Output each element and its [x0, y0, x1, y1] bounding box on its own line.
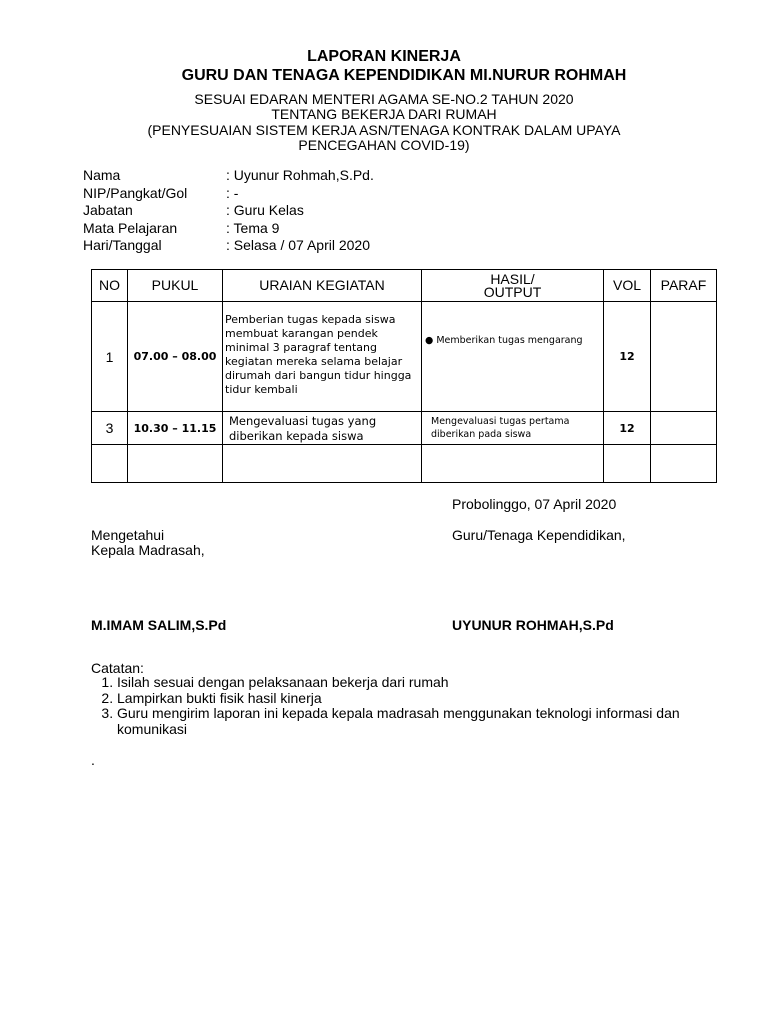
cell-uraian: Pemberian tugas kepada siswa membuat karangan pendek minimal 3 paragraf tentang kegiatan mereka selama belajar dirumah dari bangun tidur hingga tidur kembali	[223, 302, 422, 412]
notes-heading: Catatan:	[91, 660, 144, 676]
table-row	[92, 412, 717, 445]
cell-empty	[92, 445, 128, 483]
identity-row-date	[0, 237, 768, 255]
report-title: LAPORAN KINERJA	[307, 48, 461, 65]
table-row	[92, 302, 717, 412]
cell-uraian: Mengevaluasi tugas yang diberikan kepada siswa	[223, 412, 422, 445]
cell-empty	[128, 445, 223, 483]
table-row-empty	[92, 445, 717, 483]
cell-hasil-text: Memberikan tugas mengarang	[436, 335, 583, 346]
identity-value: : Guru Kelas	[226, 202, 304, 218]
identity-value: : Uyunur Rohmah,S.Pd.	[226, 167, 374, 183]
headmaster-name: M.IMAM SALIM,S.Pd	[91, 617, 227, 633]
col-header-uraian: URAIAN KEGIATAN	[223, 270, 422, 302]
identity-label: Jabatan	[83, 202, 133, 218]
cell-empty	[422, 445, 604, 483]
identity-label: Hari/Tanggal	[83, 237, 162, 253]
col-header-hasil-line1: HASIL/	[490, 270, 535, 287]
list-item: 1. Isilah sesuai dengan pelaksanaan bekerja dari rumah	[117, 675, 737, 691]
trailing-dot: .	[91, 752, 95, 768]
identity-row-name	[0, 167, 768, 185]
cell-paraf	[651, 412, 717, 445]
col-header-paraf: PARAF	[651, 270, 717, 302]
place-date: Probolinggo, 07 April 2020	[452, 496, 617, 512]
identity-row-nip	[0, 185, 768, 203]
cell-vol: 12	[604, 412, 651, 445]
circular-reference: SESUAI EDARAN MENTERI AGAMA SE-NO.2 TAHUN 2020	[194, 91, 574, 107]
identity-label: NIP/Pangkat/Gol	[83, 185, 188, 201]
identity-row-jabatan	[0, 202, 768, 220]
list-item: 3. Guru mengirim laporan ini kepada kepala madrasah menggunakan teknologi informasi dan komunikasi	[117, 706, 737, 737]
col-header-hasil-line2: OUTPUT	[483, 283, 542, 300]
notes-list	[91, 675, 737, 737]
cell-pukul: 07.00 – 08.00	[128, 302, 223, 412]
cell-vol: 12	[604, 302, 651, 412]
purpose-line-1: (PENYESUAIAN SISTEM KERJA ASN/TENAGA KONTRAK DALAM UPAYA	[147, 122, 621, 138]
bullet-icon: ●	[425, 335, 434, 346]
cell-empty	[651, 445, 717, 483]
identity-label: Mata Pelajaran	[83, 220, 178, 236]
teacher-title: Guru/Tenaga Kependidikan,	[452, 527, 626, 543]
cell-no: 1	[92, 302, 128, 412]
activity-table	[91, 269, 717, 483]
identity-value: : Selasa / 07 April 2020	[226, 237, 370, 253]
col-header-no: NO	[92, 270, 128, 302]
cell-hasil: Mengevaluasi tugas pertama diberikan pada siswa	[422, 412, 604, 445]
cell-no: 3	[92, 412, 128, 445]
list-item: 2. Lampirkan bukti fisik hasil kinerja	[117, 691, 737, 707]
cell-hasil	[422, 302, 604, 412]
identity-label: Nama	[83, 167, 121, 183]
col-header-vol: VOL	[604, 270, 651, 302]
headmaster-title: Kepala Madrasah,	[91, 542, 205, 558]
cell-empty	[223, 445, 422, 483]
col-header-pukul: PUKUL	[128, 270, 223, 302]
cell-pukul: 10.30 – 11.15	[128, 412, 223, 445]
identity-row-subject	[0, 220, 768, 238]
identity-value: : -	[226, 185, 239, 201]
cell-empty	[604, 445, 651, 483]
identity-value: : Tema 9	[226, 220, 280, 236]
report-subtitle: GURU DAN TENAGA KEPENDIDIKAN MI.NURUR ROHMAH	[181, 67, 627, 84]
topic-line: TENTANG BEKERJA DARI RUMAH	[271, 106, 497, 122]
teacher-name: UYUNUR ROHMAH,S.Pd	[452, 617, 614, 633]
purpose-line-2: PENCEGAHAN COVID-19)	[298, 137, 470, 153]
table-header-row	[92, 270, 717, 302]
acknowledged-label: Mengetahui	[91, 527, 165, 543]
col-header-hasil	[422, 270, 604, 302]
cell-paraf	[651, 302, 717, 412]
